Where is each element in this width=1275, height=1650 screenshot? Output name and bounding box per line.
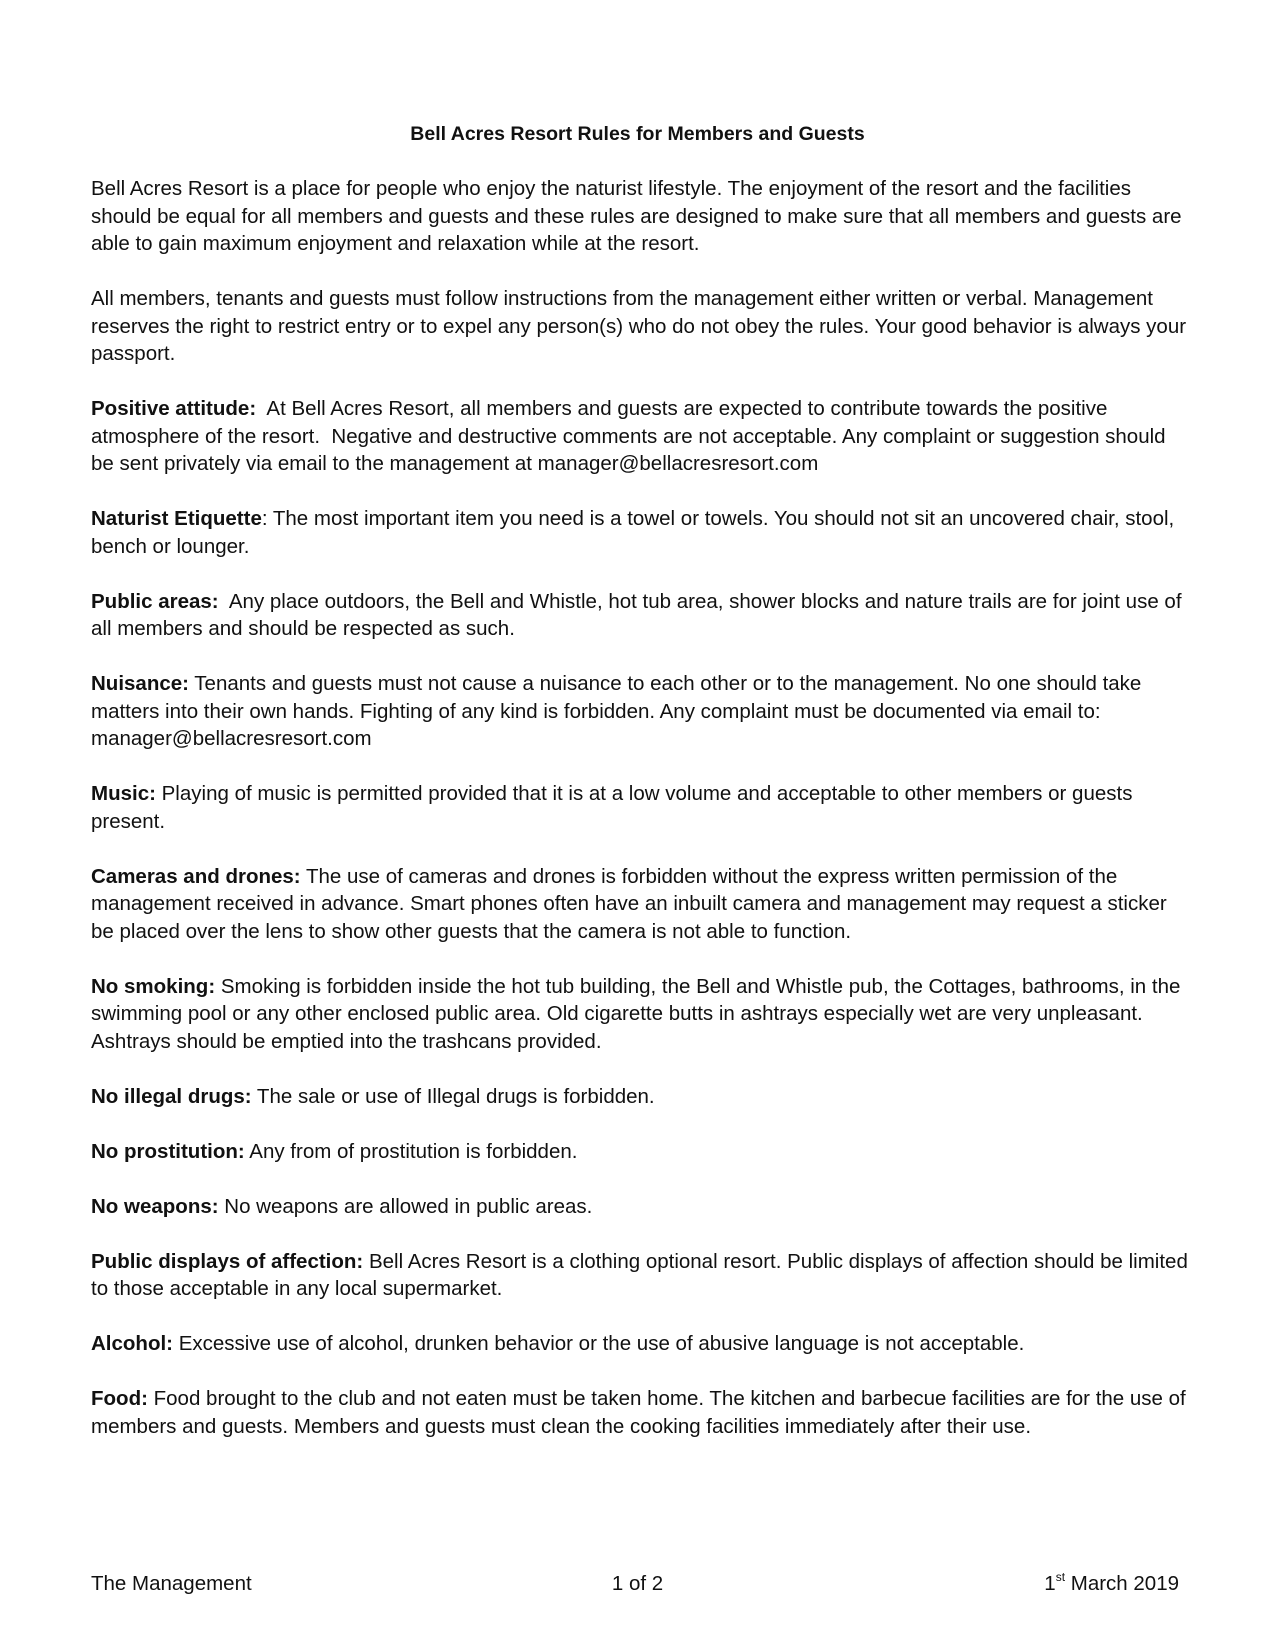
rule-label: Nuisance: bbox=[91, 672, 189, 695]
rule-label: Cameras and drones: bbox=[91, 864, 301, 888]
rule-no-illegal-drugs bbox=[91, 1083, 1191, 1111]
rule-no-smoking bbox=[91, 973, 1191, 1056]
rule-music bbox=[91, 780, 1191, 835]
rule-text: Food brought to the club and not eaten must be taken home. The kitchen and barbecue facilities are for the use of members and guests. Members and guests must clean the cooking facilities immediately after their use. bbox=[91, 1387, 1186, 1438]
rule-nuisance bbox=[91, 670, 1191, 753]
rule-label: No illegal drugs: bbox=[91, 1084, 252, 1108]
rule-text: Smoking is forbidden inside the hot tub building, the Bell and Whistle pub, the Cottages, bathrooms, in the swimming pool or any other enclosed public area. Old cigarette butts in ashtrays especially wet are very unpleasant. Ashtrays should be emptied into the trashcans provided. bbox=[91, 974, 1181, 1053]
rule-text: Any from of prostitution is forbidden. bbox=[244, 1139, 578, 1163]
document-body bbox=[91, 175, 1191, 1468]
rule-text: The use of cameras and drones is forbidden without the express written permission of the management received in advance. Smart phones often have an inbuilt camera and management may request a sticker be placed over the lens to show other guests that the camera is not able to function. bbox=[91, 864, 1167, 943]
footer-page-number: 1 of 2 bbox=[611, 1572, 664, 1595]
footer-author: The Management bbox=[91, 1572, 252, 1595]
rule-public-displays-of-affection bbox=[91, 1248, 1191, 1303]
rule-text: The sale or use of Illegal drugs is forbidden. bbox=[251, 1084, 655, 1108]
footer-date bbox=[1044, 1572, 1179, 1596]
rule-no-weapons bbox=[91, 1193, 1191, 1221]
rule-label: No weapons: bbox=[91, 1194, 219, 1218]
rule-text: Bell Acres Resort is a clothing optional resort. Public displays of affection should be limited to those acceptable in any local supermarket. bbox=[91, 1249, 1188, 1300]
intro-paragraph: Bell Acres Resort is a place for people who enjoy the naturist lifestyle. The enjoyment of the resort and the facilities should be equal for all members and guests and these rules are designed to make sure that all members and guests are able to gain maximum enjoyment and relaxation while at the resort. bbox=[91, 177, 1182, 255]
rule-text: : The most important item you need is a towel or towels. You should not sit an uncovered chair, stool, bench or lounger. bbox=[91, 507, 1175, 558]
rule-alcohol bbox=[91, 1330, 1191, 1358]
rule-no-prostitution bbox=[91, 1138, 1191, 1166]
rule-text: No weapons are allowed in public areas. bbox=[218, 1194, 593, 1218]
rule-text: Any place outdoors, the Bell and Whistle, hot tub area, shower blocks and nature trails are for joint use of all members and should be respected as such. bbox=[91, 589, 1188, 640]
rule-text: Tenants and guests must not cause a nuisance to each other or to the management. No one should take matters into their own hands. Fighting of any kind is forbidden. Any complaint must be documented via email to: manager@bellacresresort.com bbox=[91, 672, 1142, 750]
rule-label: Naturist Etiquette bbox=[91, 507, 262, 530]
rule-label: Alcohol: bbox=[91, 1332, 173, 1355]
rule-label: No prostitution: bbox=[91, 1139, 245, 1163]
footer-date-day: 1 bbox=[1044, 1572, 1056, 1595]
rule-label: Positive attitude: bbox=[91, 397, 257, 420]
rule-cameras-and-drones bbox=[91, 863, 1191, 946]
rule-naturist-etiquette bbox=[91, 505, 1191, 560]
rule-text: Playing of music is permitted provided that it is at a low volume and acceptable to other members or guests present. bbox=[91, 782, 1133, 833]
rule-label: No smoking: bbox=[91, 974, 216, 998]
footer-date-rest: March 2019 bbox=[1065, 1572, 1179, 1595]
footer-date-ordinal: st bbox=[1055, 1570, 1066, 1584]
rule-label: Music: bbox=[91, 782, 156, 805]
rule-public-areas bbox=[91, 588, 1191, 643]
document-title: Bell Acres Resort Rules for Members and Guests bbox=[410, 123, 865, 145]
rule-text: Excessive use of alcohol, drunken behavior or the use of abusive language is not acceptable. bbox=[173, 1332, 1025, 1355]
rule-food bbox=[91, 1385, 1191, 1440]
intro-paragraph: All members, tenants and guests must follow instructions from the management either written or verbal. Management reserves the right to restrict entry or to expel any person(s) who do not obey the rules. Your good behavior is always your passport. bbox=[91, 287, 1187, 365]
rule-text: At Bell Acres Resort, all members and guests are expected to contribute towards the positive atmosphere of the resort. Negative and destructive comments are not acceptable. Any complaint or suggestion should be sent privately via email to the management at manager@bellacresresort.com bbox=[91, 397, 1172, 475]
rule-label: Food: bbox=[91, 1387, 148, 1410]
rule-label: Public displays of affection: bbox=[91, 1249, 364, 1273]
rule-label: Public areas: bbox=[91, 589, 219, 613]
rule-positive-attitude bbox=[91, 395, 1191, 478]
